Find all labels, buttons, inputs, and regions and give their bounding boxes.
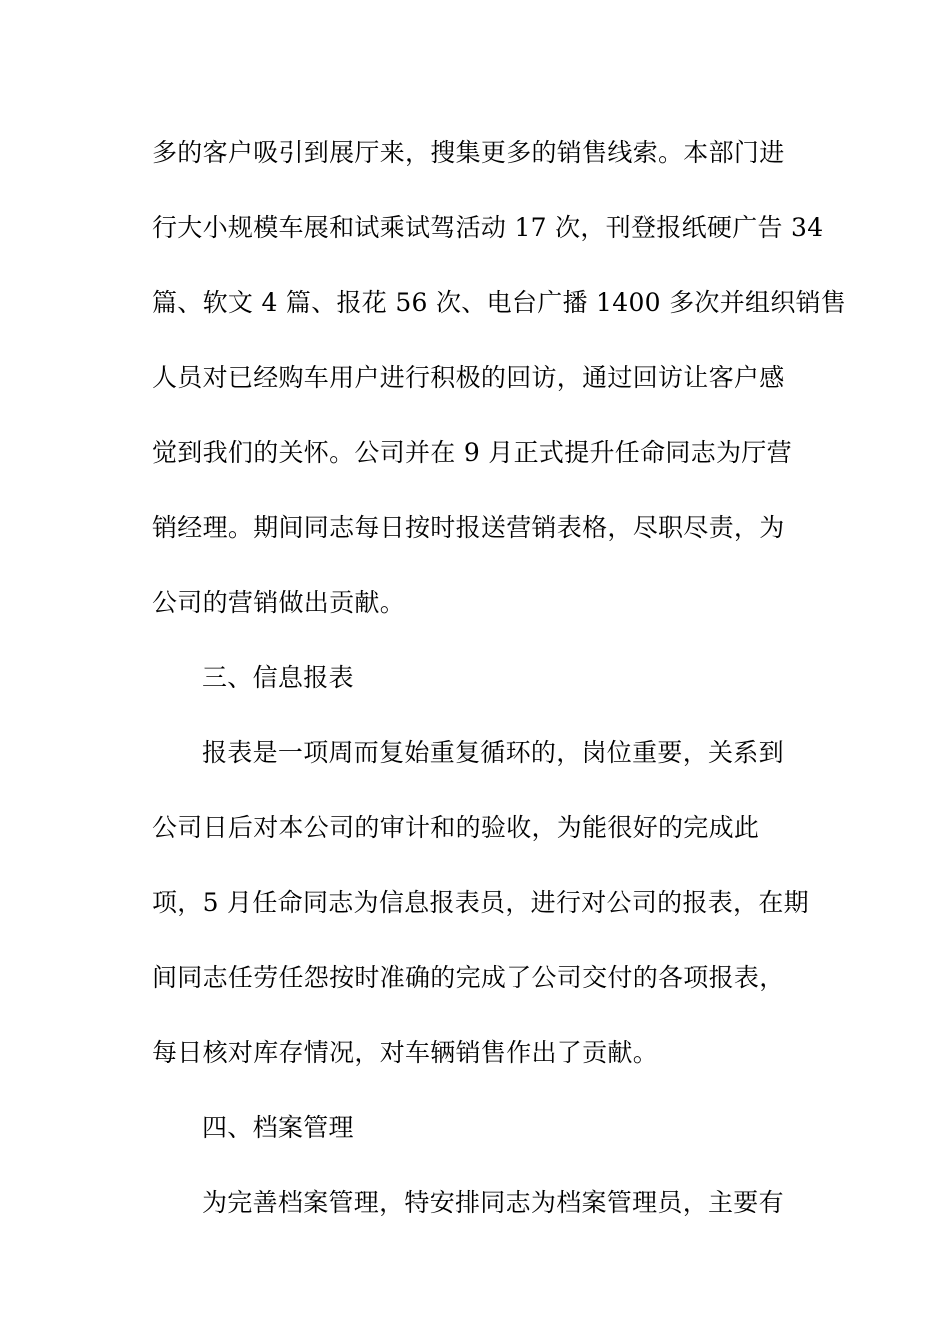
paragraph-line: 行大小规模车展和试乘试驾活动 17 次，刊登报纸硬广告 34 <box>152 213 824 242</box>
paragraph-line: 觉到我们的关怀。公司并在 9 月正式提升任命同志为厅营 <box>152 438 792 467</box>
section-heading-archive-management: 四、档案管理 <box>202 1113 354 1142</box>
paragraph-line: 公司日后对本公司的审计和的验收，为能很好的完成此 <box>152 813 760 842</box>
paragraph-line: 销经理。期间同志每日按时报送营销表格，尽职尽责，为 <box>152 513 785 542</box>
section-heading-info-reports: 三、信息报表 <box>202 663 354 692</box>
paragraph-line: 篇、软文 4 篇、报花 56 次、电台广播 1400 多次并组织销售 <box>152 288 847 317</box>
paragraph-line: 间同志任劳任怨按时准确的完成了公司交付的各项报表， <box>152 963 785 992</box>
paragraph-line: 多的客户吸引到展厅来，搜集更多的销售线索。本部门进 <box>152 138 785 167</box>
paragraph-line: 人员对已经购车用户进行积极的回访，通过回访让客户感 <box>152 363 785 392</box>
paragraph-line: 项，5 月任命同志为信息报表员，进行对公司的报表，在期 <box>152 888 809 917</box>
paragraph-line: 公司的营销做出贡献。 <box>152 588 406 617</box>
paragraph-line: 报表是一项周而复始重复循环的，岗位重要，关系到 <box>202 738 784 767</box>
paragraph-line: 为完善档案管理，特安排同志为档案管理员，主要有 <box>202 1188 784 1217</box>
paragraph-line: 每日核对库存情况，对车辆销售作出了贡献。 <box>152 1038 659 1067</box>
